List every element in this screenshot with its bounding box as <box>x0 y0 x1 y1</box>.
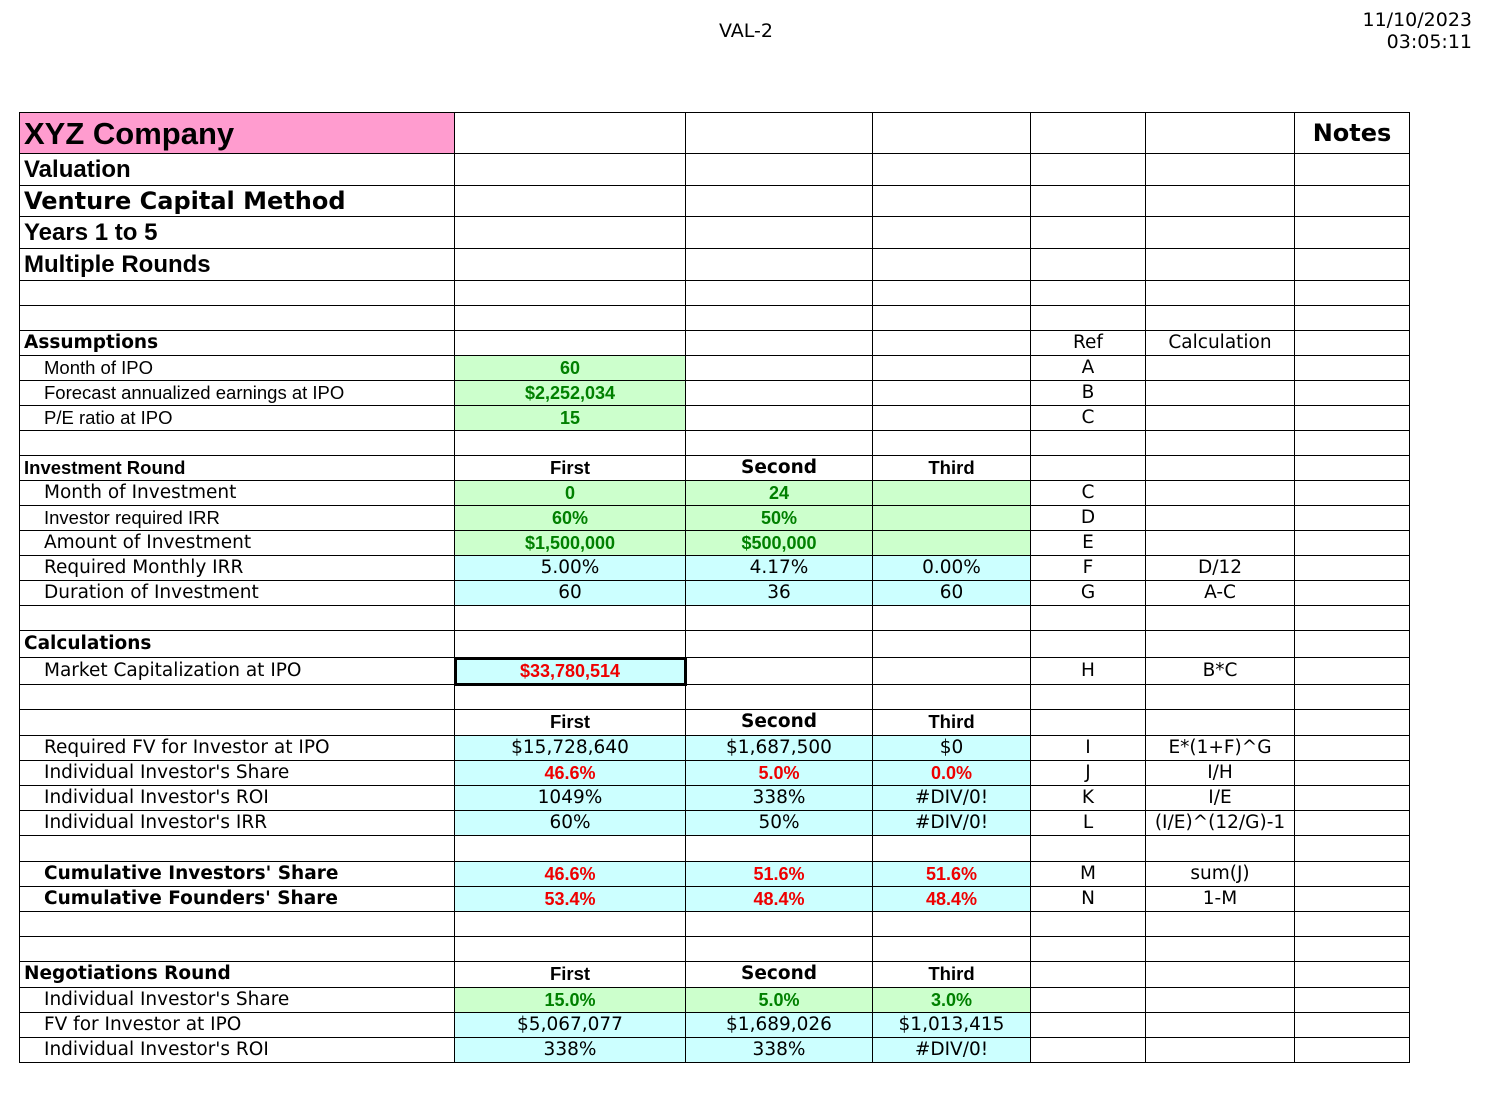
empty-cell[interactable] <box>1031 113 1146 154</box>
negotiations-heading[interactable]: Negotiations Round <box>20 962 455 988</box>
empty-cell[interactable] <box>455 249 686 281</box>
ref-cell[interactable]: I <box>1031 736 1146 761</box>
empty-cell[interactable] <box>1295 836 1410 862</box>
round-header-first[interactable]: First <box>455 710 686 736</box>
computed-cell[interactable]: $0 <box>873 736 1031 761</box>
empty-cell[interactable] <box>1146 186 1295 217</box>
share-cell[interactable]: 5.0% <box>686 761 873 786</box>
empty-cell[interactable] <box>20 606 455 631</box>
empty-cell[interactable] <box>1295 631 1410 658</box>
calculations-heading[interactable]: Calculations <box>20 631 455 658</box>
empty-cell[interactable] <box>455 113 686 154</box>
empty-cell[interactable] <box>1146 113 1295 154</box>
empty-cell[interactable] <box>686 306 873 331</box>
share-cell[interactable]: 0.0% <box>873 761 1031 786</box>
subtitle-years[interactable]: Years 1 to 5 <box>20 217 455 249</box>
empty-cell[interactable] <box>1031 431 1146 456</box>
cumulative-cell[interactable]: 53.4% <box>455 887 686 912</box>
empty-cell[interactable] <box>1146 154 1295 186</box>
calculation-column-header[interactable]: Calculation <box>1146 331 1295 356</box>
investment-round-heading[interactable]: Investment Round <box>20 456 455 481</box>
empty-cell[interactable] <box>686 249 873 281</box>
empty-cell[interactable] <box>1031 281 1146 306</box>
empty-cell[interactable] <box>686 685 873 710</box>
empty-cell[interactable] <box>1295 937 1410 962</box>
round-header-second[interactable]: Second <box>686 962 873 988</box>
empty-cell[interactable] <box>1295 710 1410 736</box>
empty-cell[interactable] <box>873 356 1031 381</box>
empty-cell[interactable] <box>1295 1038 1410 1063</box>
empty-cell[interactable] <box>455 631 686 658</box>
computed-cell[interactable]: 5.00% <box>455 556 686 581</box>
empty-cell[interactable] <box>20 710 455 736</box>
empty-cell[interactable] <box>1295 249 1410 281</box>
empty-cell[interactable] <box>686 658 873 685</box>
subtitle-valuation[interactable]: Valuation <box>20 154 455 186</box>
empty-cell[interactable] <box>1295 331 1410 356</box>
empty-cell[interactable] <box>455 836 686 862</box>
computed-cell[interactable]: 4.17% <box>686 556 873 581</box>
empty-cell[interactable] <box>1295 736 1410 761</box>
empty-cell[interactable] <box>1146 1013 1295 1038</box>
round-header-third[interactable]: Third <box>873 710 1031 736</box>
computed-cell[interactable]: 338% <box>686 786 873 811</box>
empty-cell[interactable] <box>873 937 1031 962</box>
share-cell[interactable]: 46.6% <box>455 761 686 786</box>
empty-cell[interactable] <box>873 113 1031 154</box>
computed-cell[interactable]: $15,728,640 <box>455 736 686 761</box>
investment-input-cell[interactable]: $500,000 <box>686 531 873 556</box>
empty-cell[interactable] <box>873 281 1031 306</box>
empty-cell[interactable] <box>1295 431 1410 456</box>
empty-cell[interactable] <box>686 912 873 937</box>
empty-cell[interactable] <box>1295 456 1410 481</box>
empty-cell[interactable] <box>686 836 873 862</box>
calc-cell[interactable]: B*C <box>1146 658 1295 685</box>
computed-cell[interactable]: 1049% <box>455 786 686 811</box>
cumulative-cell[interactable]: 48.4% <box>686 887 873 912</box>
empty-cell[interactable] <box>1146 836 1295 862</box>
investment-row-label[interactable]: Month of Investment <box>20 481 455 506</box>
empty-cell[interactable] <box>455 306 686 331</box>
assumption-label[interactable]: Month of IPO <box>20 356 455 381</box>
calc-cell[interactable] <box>1146 506 1295 531</box>
calc-cell[interactable]: I/E <box>1146 786 1295 811</box>
calc-cell[interactable]: D/12 <box>1146 556 1295 581</box>
empty-cell[interactable] <box>1295 862 1410 887</box>
empty-cell[interactable] <box>20 937 455 962</box>
computed-cell[interactable]: $1,689,026 <box>686 1013 873 1038</box>
cumulative-cell[interactable]: 46.6% <box>455 862 686 887</box>
valuation-spreadsheet <box>19 112 1410 1063</box>
calc-cell[interactable]: 1-M <box>1146 887 1295 912</box>
empty-cell[interactable] <box>1031 836 1146 862</box>
empty-cell[interactable] <box>686 431 873 456</box>
negotiation-input-cell[interactable]: 15.0% <box>455 988 686 1013</box>
computed-cell[interactable]: 60% <box>455 811 686 836</box>
empty-cell[interactable] <box>873 606 1031 631</box>
computed-cell[interactable]: $5,067,077 <box>455 1013 686 1038</box>
empty-cell[interactable] <box>20 281 455 306</box>
empty-cell[interactable] <box>1146 406 1295 431</box>
empty-cell[interactable] <box>1295 154 1410 186</box>
empty-cell[interactable] <box>1146 381 1295 406</box>
empty-cell[interactable] <box>1031 912 1146 937</box>
assumption-input[interactable]: 60 <box>455 356 686 381</box>
empty-cell[interactable] <box>1031 606 1146 631</box>
empty-cell[interactable] <box>455 154 686 186</box>
empty-cell[interactable] <box>1295 381 1410 406</box>
empty-cell[interactable] <box>1295 556 1410 581</box>
empty-cell[interactable] <box>20 836 455 862</box>
calc-cell[interactable]: sum(J) <box>1146 862 1295 887</box>
empty-cell[interactable] <box>686 113 873 154</box>
empty-cell[interactable] <box>1146 988 1295 1013</box>
ref-cell[interactable]: L <box>1031 811 1146 836</box>
empty-cell[interactable] <box>1146 456 1295 481</box>
empty-cell[interactable] <box>1295 186 1410 217</box>
empty-cell[interactable] <box>686 154 873 186</box>
empty-cell[interactable] <box>455 281 686 306</box>
empty-cell[interactable] <box>1146 281 1295 306</box>
investment-input-cell[interactable] <box>873 506 1031 531</box>
empty-cell[interactable] <box>455 186 686 217</box>
sheet-page-title: VAL-2 <box>719 20 773 42</box>
market-cap-cell-selected[interactable]: $33,780,514 <box>455 658 686 685</box>
empty-cell[interactable] <box>1031 710 1146 736</box>
computed-cell[interactable]: #DIV/0! <box>873 786 1031 811</box>
empty-cell[interactable] <box>1295 581 1410 606</box>
calc-cell[interactable]: E*(1+F)^G <box>1146 736 1295 761</box>
empty-cell[interactable] <box>873 631 1031 658</box>
ref-cell[interactable]: H <box>1031 658 1146 685</box>
empty-cell[interactable] <box>873 217 1031 249</box>
empty-cell[interactable] <box>686 217 873 249</box>
empty-cell[interactable] <box>686 186 873 217</box>
empty-cell[interactable] <box>1031 1013 1146 1038</box>
empty-cell[interactable] <box>1146 631 1295 658</box>
empty-cell[interactable] <box>1295 988 1410 1013</box>
empty-cell[interactable] <box>1146 431 1295 456</box>
empty-cell[interactable] <box>686 331 873 356</box>
empty-cell[interactable] <box>455 912 686 937</box>
empty-cell[interactable] <box>1031 685 1146 710</box>
calc-cell[interactable]: A-C <box>1146 581 1295 606</box>
empty-cell[interactable] <box>873 912 1031 937</box>
empty-cell[interactable] <box>1146 306 1295 331</box>
calc-row-label[interactable]: Individual Investor's Share <box>20 761 455 786</box>
empty-cell[interactable] <box>1295 406 1410 431</box>
computed-cell[interactable]: $1,687,500 <box>686 736 873 761</box>
empty-cell[interactable] <box>1146 606 1295 631</box>
empty-cell[interactable] <box>873 331 1031 356</box>
investment-row-label[interactable]: Investor required IRR <box>20 506 455 531</box>
empty-cell[interactable] <box>1031 937 1146 962</box>
round-header-third[interactable]: Third <box>873 456 1031 481</box>
empty-cell[interactable] <box>1146 962 1295 988</box>
investment-input-cell[interactable]: 24 <box>686 481 873 506</box>
empty-cell[interactable] <box>1031 962 1146 988</box>
investment-input-cell[interactable]: 50% <box>686 506 873 531</box>
empty-cell[interactable] <box>1146 937 1295 962</box>
empty-cell[interactable] <box>873 186 1031 217</box>
negotiation-row-label[interactable]: Individual Investor's Share <box>20 988 455 1013</box>
assumption-input[interactable]: 15 <box>455 406 686 431</box>
computed-cell[interactable]: #DIV/0! <box>873 811 1031 836</box>
computed-cell[interactable]: 338% <box>455 1038 686 1063</box>
negotiation-input-cell[interactable]: 5.0% <box>686 988 873 1013</box>
ref-cell[interactable]: D <box>1031 506 1146 531</box>
cumulative-cell[interactable]: 48.4% <box>873 887 1031 912</box>
empty-cell[interactable] <box>1031 988 1146 1013</box>
empty-cell[interactable] <box>686 937 873 962</box>
ref-cell[interactable]: M <box>1031 862 1146 887</box>
empty-cell[interactable] <box>1031 186 1146 217</box>
assumptions-heading[interactable]: Assumptions <box>20 331 455 356</box>
empty-cell[interactable] <box>686 356 873 381</box>
ref-cell[interactable]: N <box>1031 887 1146 912</box>
round-header-second[interactable]: Second <box>686 710 873 736</box>
empty-cell[interactable] <box>1031 306 1146 331</box>
calc-cell[interactable] <box>1146 481 1295 506</box>
ref-cell[interactable]: A <box>1031 356 1146 381</box>
investment-input-cell[interactable] <box>873 531 1031 556</box>
calc-row-label[interactable]: Individual Investor's IRR <box>20 811 455 836</box>
empty-cell[interactable] <box>20 912 455 937</box>
empty-cell[interactable] <box>1146 710 1295 736</box>
subtitle-rounds[interactable]: Multiple Rounds <box>20 249 455 281</box>
ref-cell[interactable]: F <box>1031 556 1146 581</box>
empty-cell[interactable] <box>1295 786 1410 811</box>
cumulative-label[interactable]: Cumulative Founders' Share <box>20 887 455 912</box>
subtitle-method[interactable]: Venture Capital Method <box>20 186 455 217</box>
empty-cell[interactable] <box>873 685 1031 710</box>
empty-cell[interactable] <box>1031 154 1146 186</box>
empty-cell[interactable] <box>1295 658 1410 685</box>
empty-cell[interactable] <box>1295 281 1410 306</box>
empty-cell[interactable] <box>455 937 686 962</box>
empty-cell[interactable] <box>1031 249 1146 281</box>
computed-cell[interactable]: 0.00% <box>873 556 1031 581</box>
company-name-cell[interactable]: XYZ Company <box>20 113 455 154</box>
ref-cell[interactable]: J <box>1031 761 1146 786</box>
round-header-first[interactable]: First <box>455 962 686 988</box>
empty-cell[interactable] <box>1295 912 1410 937</box>
empty-cell[interactable] <box>455 606 686 631</box>
empty-cell[interactable] <box>1295 761 1410 786</box>
computed-cell[interactable]: 60 <box>455 581 686 606</box>
investment-input-cell[interactable]: $1,500,000 <box>455 531 686 556</box>
empty-cell[interactable] <box>873 306 1031 331</box>
empty-cell[interactable] <box>686 381 873 406</box>
empty-cell[interactable] <box>1295 481 1410 506</box>
empty-cell[interactable] <box>873 836 1031 862</box>
empty-cell[interactable] <box>20 685 455 710</box>
empty-cell[interactable] <box>1031 456 1146 481</box>
ref-cell[interactable]: C <box>1031 481 1146 506</box>
investment-input-cell[interactable]: 0 <box>455 481 686 506</box>
ref-cell[interactable]: K <box>1031 786 1146 811</box>
negotiation-row-label[interactable]: Individual Investor's ROI <box>20 1038 455 1063</box>
empty-cell[interactable] <box>455 685 686 710</box>
empty-cell[interactable] <box>1295 606 1410 631</box>
print-time: 03:05:11 <box>1386 31 1472 53</box>
empty-cell[interactable] <box>20 431 455 456</box>
empty-cell[interactable] <box>1295 685 1410 710</box>
market-cap-label[interactable]: Market Capitalization at IPO <box>20 658 455 685</box>
print-date: 11/10/2023 <box>1362 9 1472 31</box>
empty-cell[interactable] <box>873 249 1031 281</box>
ref-cell[interactable]: G <box>1031 581 1146 606</box>
cumulative-cell[interactable]: 51.6% <box>873 862 1031 887</box>
empty-cell[interactable] <box>455 217 686 249</box>
empty-cell[interactable] <box>686 281 873 306</box>
computed-cell[interactable]: 50% <box>686 811 873 836</box>
ref-cell[interactable]: E <box>1031 531 1146 556</box>
empty-cell[interactable] <box>873 658 1031 685</box>
investment-row-label[interactable]: Required Monthly IRR <box>20 556 455 581</box>
empty-cell[interactable] <box>873 381 1031 406</box>
investment-row-label[interactable]: Duration of Investment <box>20 581 455 606</box>
cumulative-cell[interactable]: 51.6% <box>686 862 873 887</box>
computed-cell[interactable]: 338% <box>686 1038 873 1063</box>
empty-cell[interactable] <box>1295 306 1410 331</box>
empty-cell[interactable] <box>873 406 1031 431</box>
assumption-label[interactable]: Forecast annualized earnings at IPO <box>20 381 455 406</box>
calc-row-label[interactable]: Required FV for Investor at IPO <box>20 736 455 761</box>
investment-input-cell[interactable]: 60% <box>455 506 686 531</box>
computed-cell[interactable]: 36 <box>686 581 873 606</box>
investment-row-label[interactable]: Amount of Investment <box>20 531 455 556</box>
empty-cell[interactable] <box>1295 1013 1410 1038</box>
empty-cell[interactable] <box>1295 962 1410 988</box>
ref-column-header[interactable]: Ref <box>1031 331 1146 356</box>
computed-cell[interactable]: #DIV/0! <box>873 1038 1031 1063</box>
calc-cell[interactable] <box>1146 531 1295 556</box>
assumption-input[interactable]: $2,252,034 <box>455 381 686 406</box>
empty-cell[interactable] <box>1031 217 1146 249</box>
round-header-first[interactable]: First <box>455 456 686 481</box>
empty-cell[interactable] <box>1295 811 1410 836</box>
empty-cell[interactable] <box>1146 217 1295 249</box>
negotiation-input-cell[interactable]: 3.0% <box>873 988 1031 1013</box>
empty-cell[interactable] <box>873 154 1031 186</box>
empty-cell[interactable] <box>686 631 873 658</box>
investment-input-cell[interactable] <box>873 481 1031 506</box>
computed-cell[interactable]: $1,013,415 <box>873 1013 1031 1038</box>
print-timestamp <box>1362 9 1472 53</box>
empty-cell[interactable] <box>1146 1038 1295 1063</box>
empty-cell[interactable] <box>1295 887 1410 912</box>
ref-cell[interactable]: C <box>1031 406 1146 431</box>
empty-cell[interactable] <box>1295 217 1410 249</box>
negotiation-row-label[interactable]: FV for Investor at IPO <box>20 1013 455 1038</box>
empty-cell[interactable] <box>1295 531 1410 556</box>
calc-cell[interactable]: (I/E)^(12/G)-1 <box>1146 811 1295 836</box>
empty-cell[interactable] <box>1031 631 1146 658</box>
notes-header-cell[interactable]: Notes <box>1295 113 1410 154</box>
assumption-label[interactable]: P/E ratio at IPO <box>20 406 455 431</box>
calc-row-label[interactable]: Individual Investor's ROI <box>20 786 455 811</box>
round-header-second[interactable]: Second <box>686 456 873 481</box>
empty-cell[interactable] <box>1295 356 1410 381</box>
empty-cell[interactable] <box>873 431 1031 456</box>
empty-cell[interactable] <box>686 606 873 631</box>
empty-cell[interactable] <box>1031 1038 1146 1063</box>
empty-cell[interactable] <box>1146 356 1295 381</box>
cumulative-label[interactable]: Cumulative Investors' Share <box>20 862 455 887</box>
calc-cell[interactable]: I/H <box>1146 761 1295 786</box>
empty-cell[interactable] <box>455 331 686 356</box>
computed-cell[interactable]: 60 <box>873 581 1031 606</box>
empty-cell[interactable] <box>455 431 686 456</box>
empty-cell[interactable] <box>1295 506 1410 531</box>
empty-cell[interactable] <box>20 306 455 331</box>
empty-cell[interactable] <box>686 406 873 431</box>
ref-cell[interactable]: B <box>1031 381 1146 406</box>
empty-cell[interactable] <box>1146 685 1295 710</box>
empty-cell[interactable] <box>1146 249 1295 281</box>
round-header-third[interactable]: Third <box>873 962 1031 988</box>
empty-cell[interactable] <box>1146 912 1295 937</box>
